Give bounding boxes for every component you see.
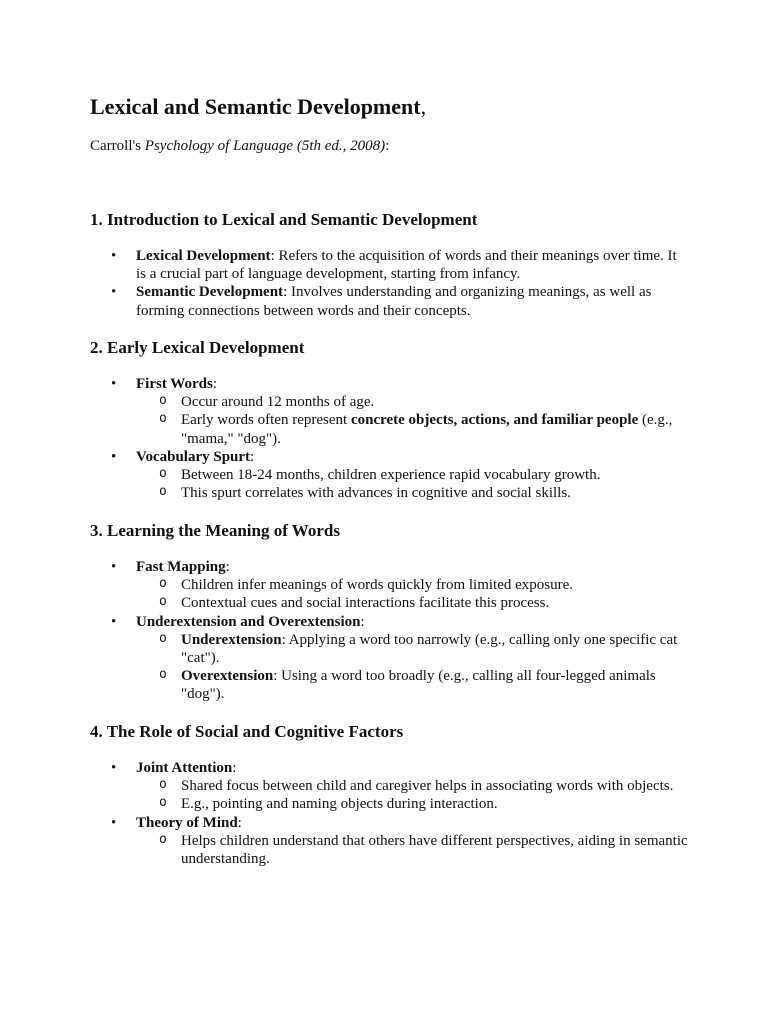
sub-list-item [136,411,690,447]
sub-list [91,832,690,868]
list-item [90,283,690,319]
emphasis: Overextension [181,668,274,685]
title-punctuation: , [420,94,427,119]
sub-item-text: : Using a word too broadly (e.g., calling all four-legged animals "dog"). [181,668,656,703]
list-item [90,448,690,503]
sub-list-item [136,393,690,411]
list-item [90,247,690,283]
list-item [90,814,690,869]
sub-item-text: Helps children understand that others have different perspectives, aiding in semantic understanding. [181,832,688,868]
sub-list [91,466,690,502]
section-early-lexical [90,337,690,502]
sub-list-item [136,777,690,795]
bullet-list [90,558,690,704]
definition: : [225,559,230,575]
sub-list [91,576,690,612]
section-heading: 2. Early Lexical Development [90,338,305,357]
definition: : [250,448,255,465]
sub-list [91,393,690,448]
sub-list-item [136,795,690,813]
sub-list-item [136,832,690,868]
sub-list-item [136,667,690,703]
definition: : [212,376,217,392]
sub-list-item [136,484,690,502]
document-title [90,93,426,121]
sub-item-text: Between 18-24 months, children experience rapid vocabulary growth. [181,467,601,484]
sub-item-text: Shared focus between child and caregiver helps in associating words with objects. [181,778,674,795]
bullet-list [90,759,690,868]
emphasis: Underextension [181,631,282,648]
list-item [90,375,690,448]
sub-list-item [136,631,690,667]
emphasis: concrete objects, actions, and familiar people [350,412,639,429]
citation-author: Carroll's [90,138,145,154]
term: Underextension and Overextension [136,613,361,630]
term: First Words [136,376,213,392]
definition: : Involves understanding and organizing meanings, as well as forming connections between words and their concepts. [136,284,652,319]
term: Theory of Mind [136,814,238,831]
sub-item-text: Contextual cues and social interactions facilitate this process. [181,595,550,612]
term: Vocabulary Spurt [136,448,251,465]
citation-book-title: Psychology of Language (5th ed., 2008) [144,138,386,154]
sub-item-text: Early words often represent [181,412,351,429]
source-citation [90,137,389,156]
bullet-list [90,247,690,320]
sub-item-text: : Applying a word too narrowly (e.g., calling only one specific cat "cat"). [181,631,678,667]
list-item [90,759,690,814]
term: Joint Attention [136,760,233,776]
citation-colon: : [385,138,390,154]
sub-item-text: Children infer meanings of words quickly from limited exposure. [181,577,573,594]
section-heading: 4. The Role of Social and Cognitive Factors [90,722,404,741]
sub-list-item [136,576,690,594]
title-text: Lexical and Semantic Development [90,94,421,119]
sub-list [91,777,690,813]
sub-item-text: This spurt correlates with advances in cognitive and social skills. [181,485,571,502]
definition: : [232,760,237,776]
list-item [90,558,690,613]
sub-item-text: (e.g., "mama," "dog"). [181,412,673,447]
section-social-cognitive [90,721,690,868]
sub-list-item [136,466,690,484]
section-heading: 1. Introduction to Lexical and Semantic Development [90,210,478,229]
section-heading: 3. Learning the Meaning of Words [90,521,340,540]
term: Lexical Development [136,248,271,264]
term: Semantic Development [136,284,284,301]
section-introduction [90,209,690,320]
definition: : [360,613,365,630]
definition: : Refers to the acquisition of words and their meanings over time. It is a crucial part of language development, starting from infancy. [136,248,677,283]
sub-item-text: E.g., pointing and naming objects during interaction. [181,796,498,813]
sub-list [91,631,690,704]
term: Fast Mapping [136,559,226,575]
sub-list-item [136,594,690,612]
bullet-list [90,375,690,502]
definition: : [237,814,242,831]
sub-item-text: Occur around 12 months of age. [181,394,375,411]
section-learning-meaning [90,520,690,704]
list-item [90,613,690,704]
